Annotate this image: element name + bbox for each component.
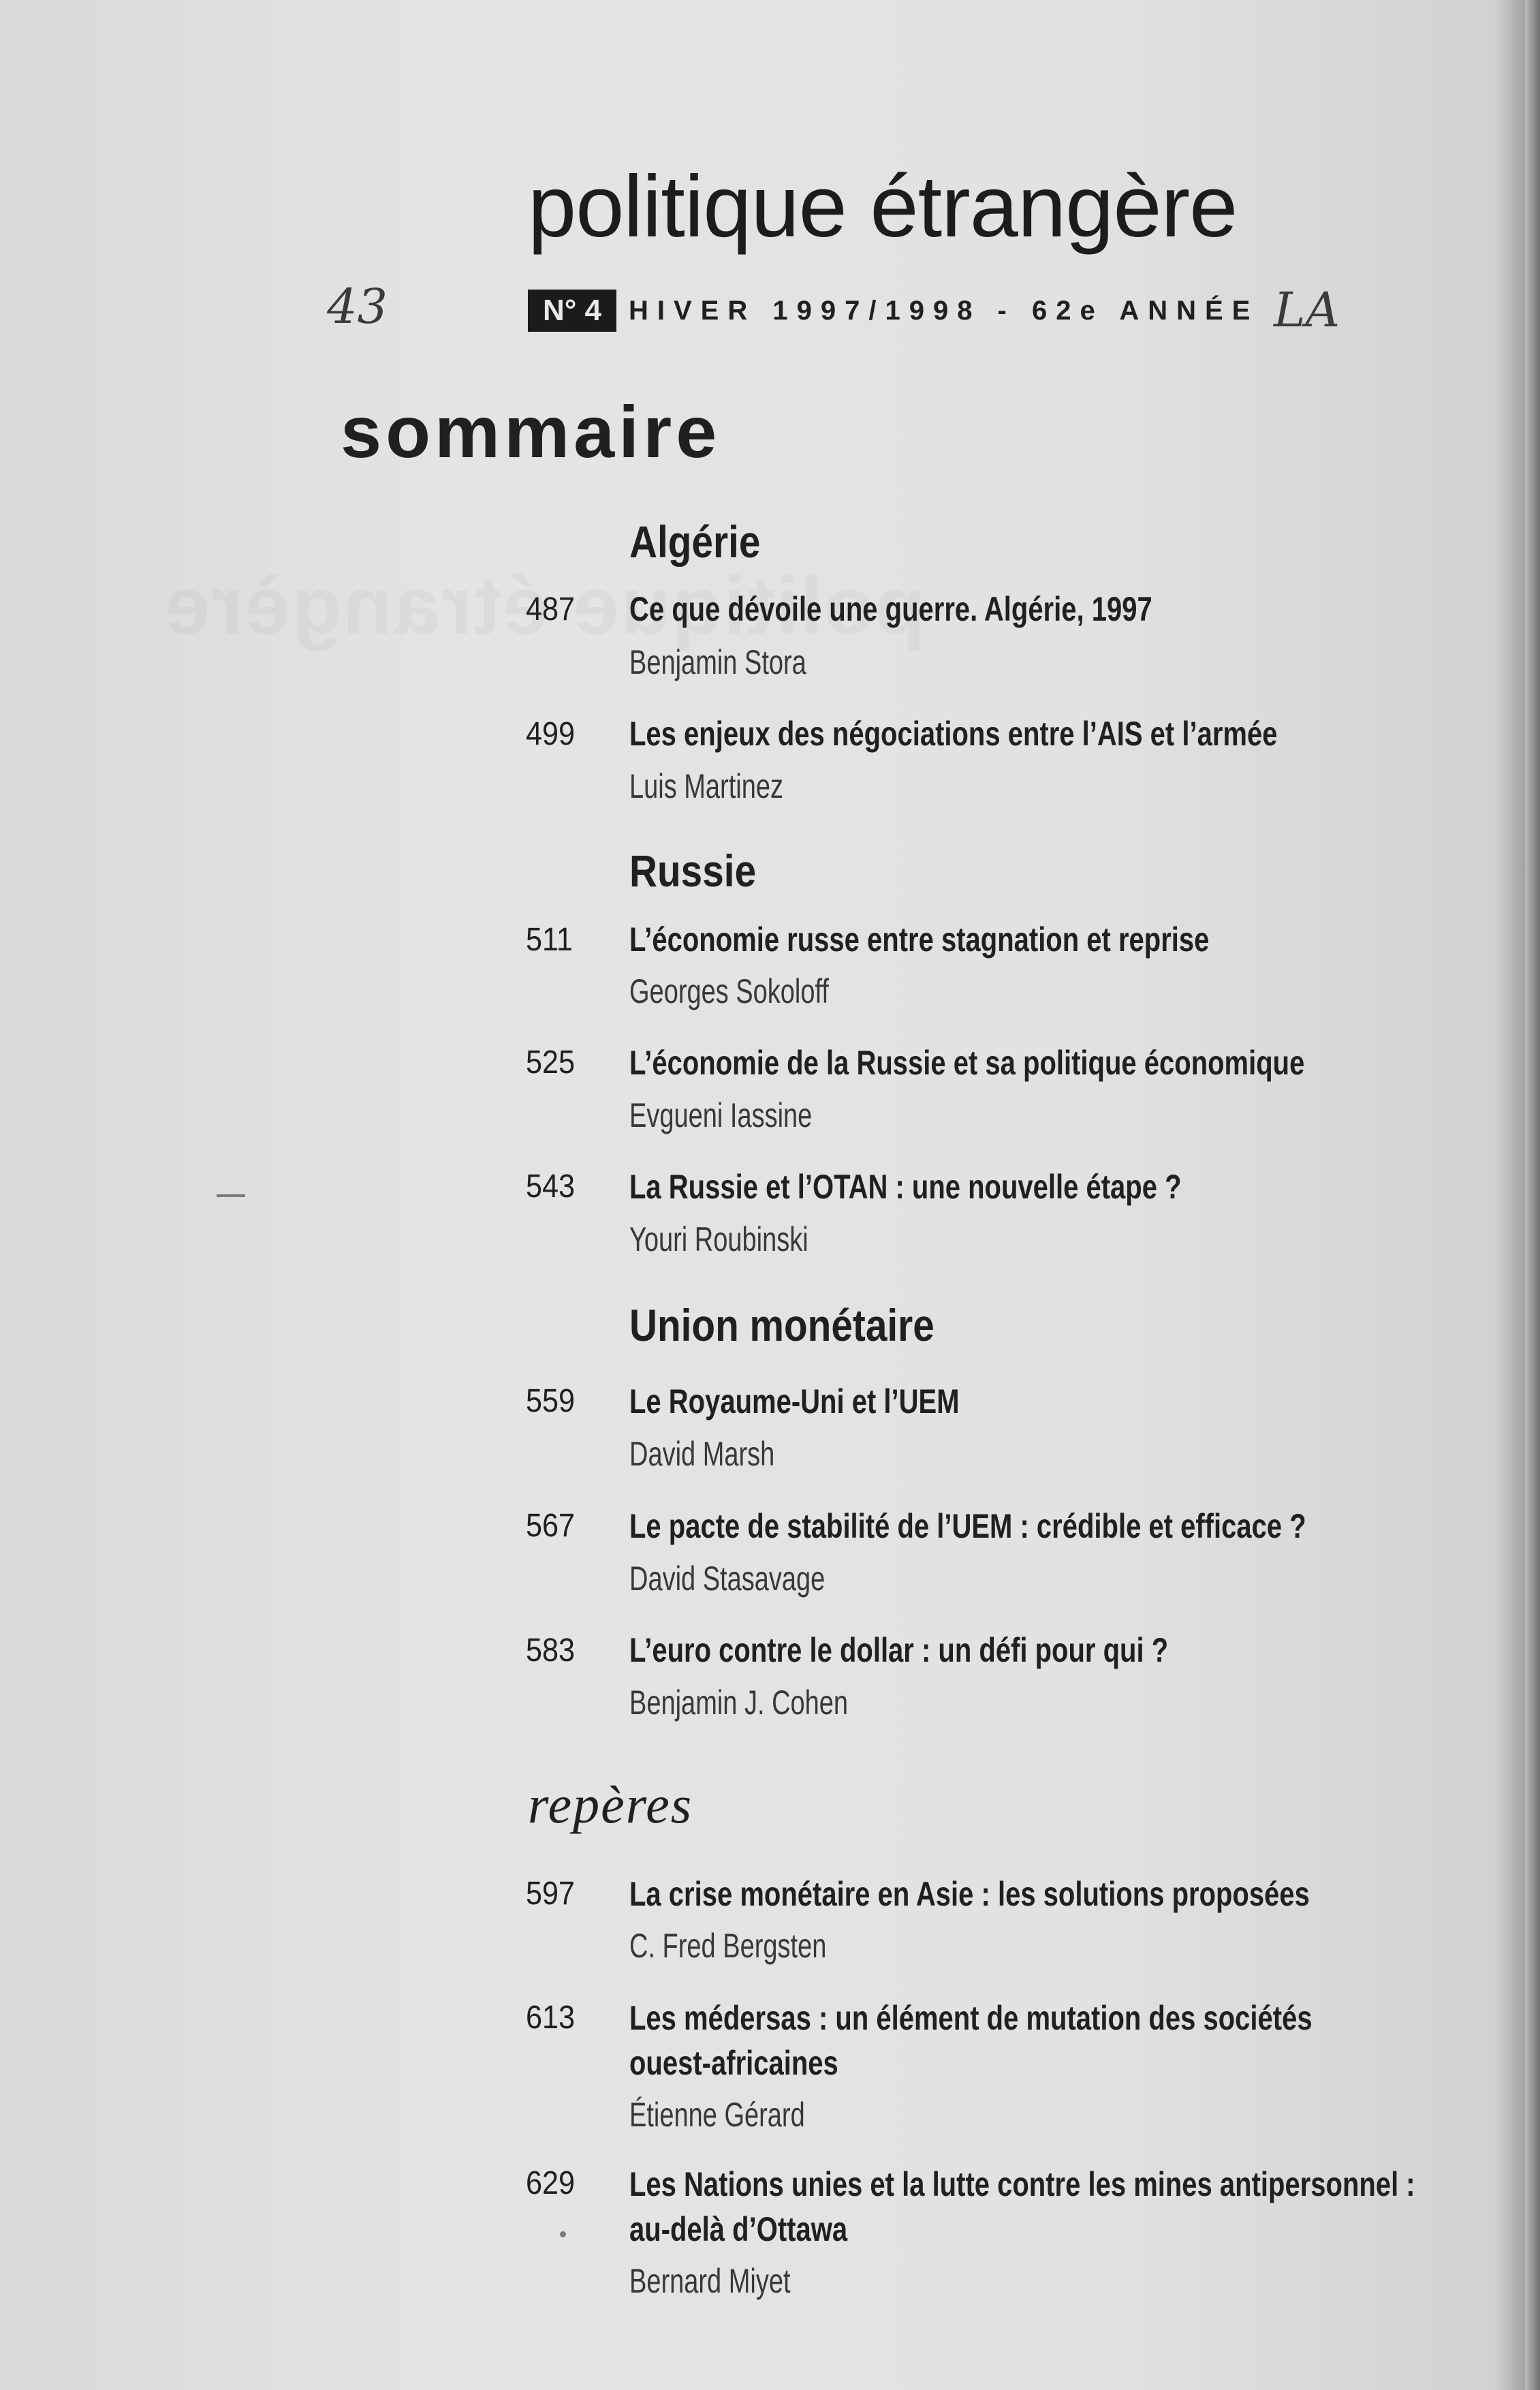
section-heading-russie: Russie xyxy=(629,845,757,896)
page-edge-shadow xyxy=(1525,0,1540,2390)
toc-article-author: Evgueni Iassine xyxy=(629,1096,813,1134)
toc-article-title[interactable]: La crise monétaire en Asie : les solutions proposées xyxy=(629,1875,1310,1913)
toc-heading: sommaire xyxy=(341,390,721,473)
toc-article-title[interactable]: Les Nations unies et la lutte contre les mines antipersonnel : xyxy=(629,2165,1415,2203)
journal-title: politique étrangère xyxy=(528,158,1238,255)
issue-info: HIVER 1997/1998 - 62e ANNÉE xyxy=(629,296,1259,326)
toc-page-number: 613 xyxy=(526,2000,576,2036)
pencil-mark xyxy=(217,1194,245,1197)
section-heading-algerie: Algérie xyxy=(629,516,761,567)
toc-article-author: C. Fred Bergsten xyxy=(629,1927,827,1965)
toc-article-title-continued[interactable]: au-delà d’Ottawa xyxy=(629,2210,848,2248)
toc-page-number: 629 xyxy=(526,2165,576,2201)
toc-article-title[interactable]: L’économie de la Russie et sa politique économique xyxy=(629,1044,1305,1082)
toc-article-author: David Marsh xyxy=(629,1435,775,1473)
toc-page-number: 597 xyxy=(526,1876,576,1912)
toc-page-number: 487 xyxy=(526,591,576,627)
toc-article-author: Bernard Miyet xyxy=(629,2262,791,2300)
reperes-heading: repères xyxy=(528,1775,693,1834)
toc-article-title[interactable]: Le Royaume-Uni et l’UEM xyxy=(629,1382,960,1421)
toc-article-title[interactable]: Les enjeux des négociations entre l’AIS et l’armée xyxy=(629,715,1278,753)
toc-article-title[interactable]: Le pacte de stabilité de l’UEM : crédible et efficace ? xyxy=(629,1507,1306,1545)
toc-article-title[interactable]: La Russie et l’OTAN : une nouvelle étape ? xyxy=(629,1168,1182,1206)
handwritten-note-right: LA xyxy=(1274,282,1340,338)
handwritten-note-left: 43 xyxy=(327,279,388,335)
stray-dot xyxy=(560,2231,566,2237)
toc-page-number: 567 xyxy=(526,1508,576,1544)
toc-article-title[interactable]: L’économie russe entre stagnation et reprise xyxy=(629,920,1210,959)
toc-article-author: Youri Roubinski xyxy=(629,1220,808,1258)
toc-page-number: 543 xyxy=(526,1168,576,1205)
toc-article-title[interactable]: Ce que dévoile une guerre. Algérie, 1997 xyxy=(629,590,1152,628)
toc-article-title-continued[interactable]: ouest-africaines xyxy=(629,2044,838,2082)
toc-article-author: Étienne Gérard xyxy=(629,2096,805,2134)
toc-article-author: Benjamin Stora xyxy=(629,643,806,681)
toc-page-number: 511 xyxy=(526,922,573,958)
toc-article-author: Benjamin J. Cohen xyxy=(629,1683,849,1722)
toc-page-number: 559 xyxy=(526,1383,576,1419)
toc-article-title[interactable]: L’euro contre le dollar : un défi pour qui ? xyxy=(629,1631,1169,1669)
toc-article-title[interactable]: Les médersas : un élément de mutation des sociétés xyxy=(629,1999,1313,2037)
toc-article-author: Georges Sokoloff xyxy=(629,972,829,1010)
toc-page-number: 525 xyxy=(526,1044,576,1081)
section-heading-union-monetaire: Union monétaire xyxy=(629,1300,934,1350)
toc-article-author: David Stasavage xyxy=(629,1559,826,1598)
toc-article-author: Luis Martinez xyxy=(629,767,783,805)
issue-number-badge: N° 4 xyxy=(528,290,616,332)
toc-page-number: 499 xyxy=(526,716,576,752)
toc-page-number: 583 xyxy=(526,1632,576,1669)
